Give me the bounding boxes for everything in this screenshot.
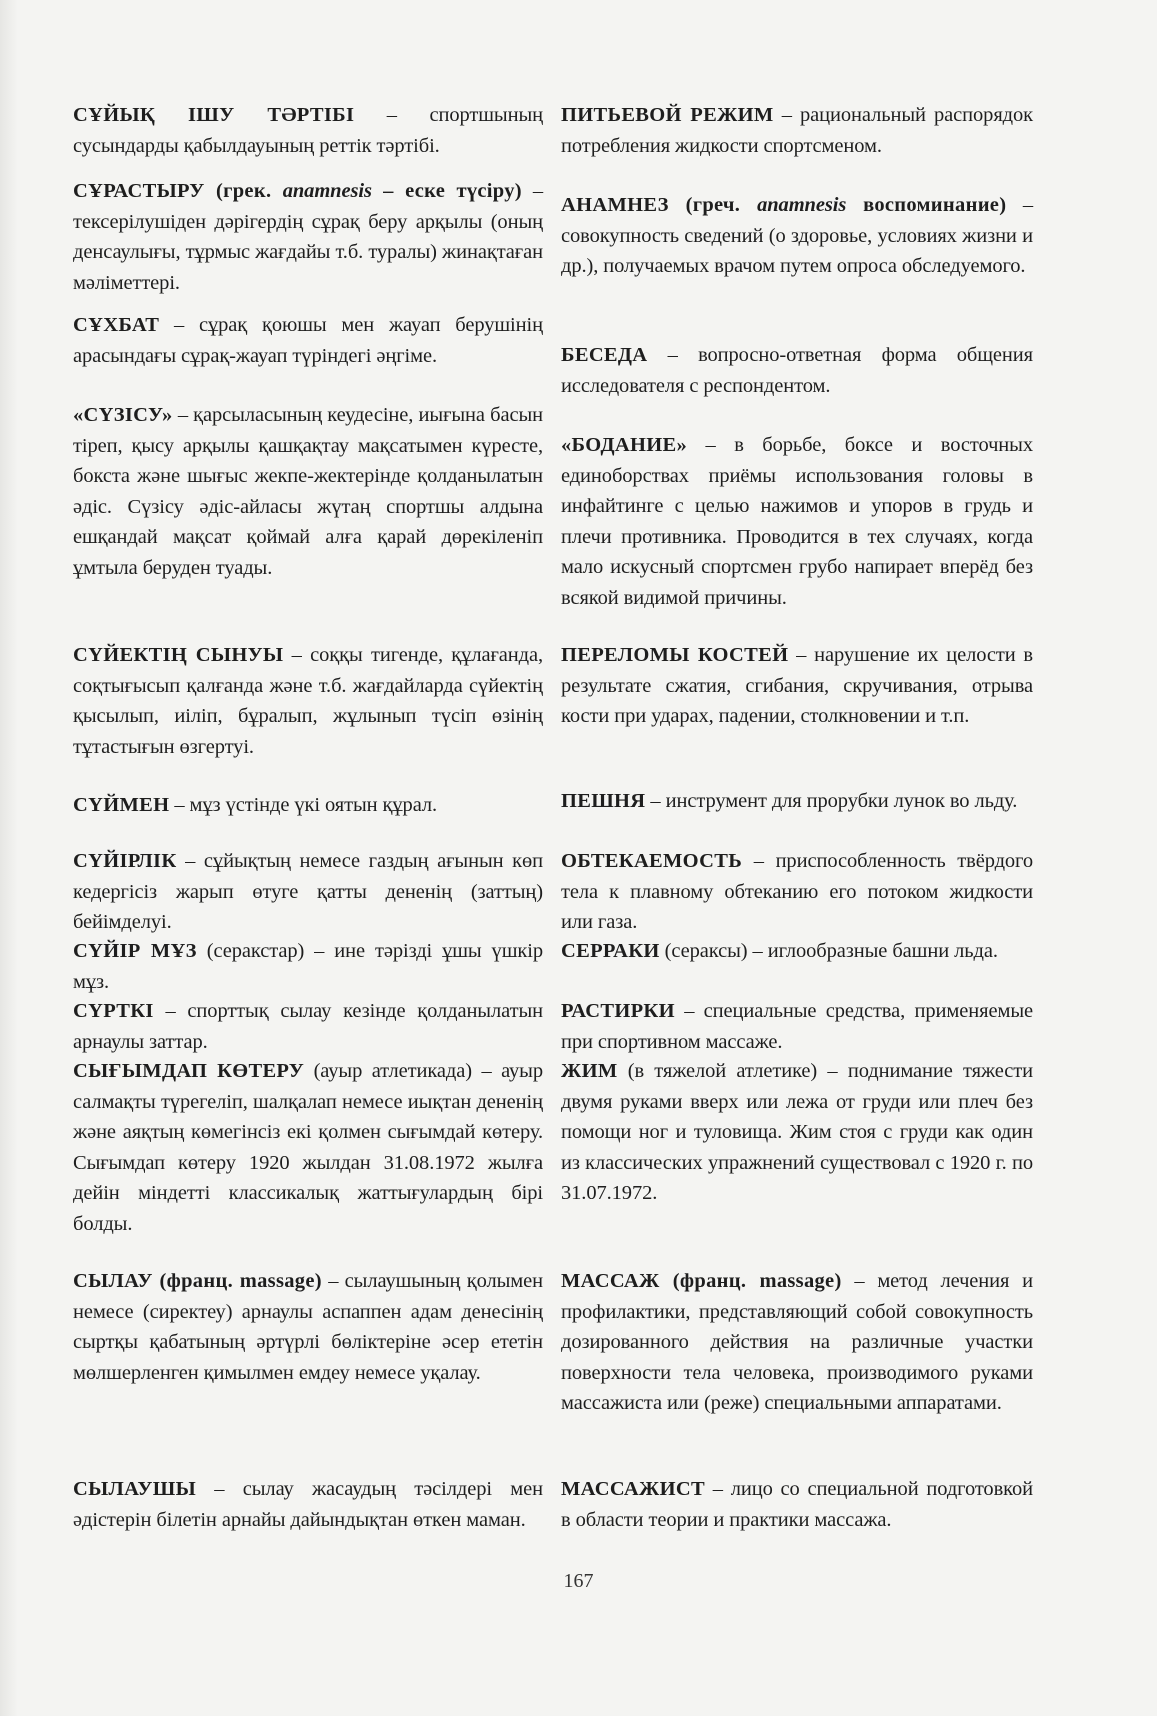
dictionary-entry — [73, 310, 543, 371]
entry-definition: – рациональный распорядок потребления жидкости спортсменом. — [561, 104, 1033, 157]
dictionary-entry — [73, 176, 543, 298]
entry-term-tail: – еске түсіру) — [371, 180, 522, 202]
entry-term: РАСТИРКИ — [561, 1000, 675, 1022]
dictionary-entry — [73, 846, 543, 938]
dictionary-entry — [561, 1056, 1033, 1209]
entry-definition: (серакстар) – ине тәрізді ұшы үшкір мұз. — [73, 940, 543, 993]
entry-term: ПЕШНЯ — [561, 790, 646, 812]
dictionary-entry — [73, 400, 543, 583]
entry-definition: – совокупность сведений (о здоровье, условиях жизни и др.), получаемых врачом путем опроса обследуемого. — [561, 194, 1033, 277]
entry-term-tail: воспоминание) — [846, 194, 1007, 216]
entry-term: СҮРТКІ — [73, 1000, 154, 1022]
dictionary-entry — [561, 996, 1033, 1057]
entry-definition: – специальные средства, применяемые при спортивном массаже. — [561, 1000, 1033, 1053]
entry-gloss: anamnesis — [757, 194, 847, 216]
entry-term: ОБТЕКАЕМОСТЬ — [561, 850, 743, 872]
entry-term: «БОДАНИЕ» — [561, 434, 688, 456]
entry-definition: (в тяжелой атлетике) – поднимание тяжести двумя руками вверх или лежа от груди или плеч без помощи ног и туловища. Жим стоя с груди как один из классических упражнений существовал с 1920 г. по 31.07.1972. — [561, 1060, 1033, 1204]
entry-definition: – сылаушының қолымен немесе (сиректеу) арнаулы аспаппен адам денесінің сыртқы қабатының әртүрлі бөліктеріне әсер ететін мөлшерленген қимылмен емдеу немесе уқалау. — [73, 1270, 543, 1384]
entry-term: «СҮЗІСУ» — [73, 404, 173, 426]
entry-term: ПЕРЕЛОМЫ КОСТЕЙ — [561, 644, 789, 666]
entry-definition: – соққы тигенде, құлағанда, соқтығысып қалғанда және т.б. жағдайларда сүйектің қысылып, иіліп, бұралып, жұлынып түсіп өзінің тұтастығын өзгертуі. — [73, 644, 543, 758]
entry-gloss: anamnesis — [282, 180, 372, 202]
entry-term: СЫЛАУ (франц. massage) — [73, 1270, 322, 1292]
entry-term: МАССАЖИСТ — [561, 1478, 705, 1500]
dictionary-entry — [561, 936, 1033, 967]
entry-definition: – спортшының сусындарды қабылдауының реттік тәртібі. — [73, 104, 543, 157]
entry-term: МАССАЖ (франц. massage) — [561, 1270, 842, 1292]
entry-definition: – метод лечения и профилактики, представляющий собой совокупность дозированного действия на различные участки поверхности тела человека, производимого руками массажиста или (реже) специальными аппаратами. — [561, 1270, 1034, 1414]
page-number: 167 — [563, 1570, 594, 1592]
entry-definition: – мұз үстінде үкі оятын құрал. — [169, 794, 438, 816]
dictionary-entry — [73, 1474, 543, 1535]
entry-definition: – қарсыласының кеудесіне, иығына басын тіреп, қысу арқылы қашқақтау мақсатымен күресте, бокста және шығыс жекпе-жектерінде қолданылатын әдіс. Сүзісу әдіс-айласы жүтаң спортшы алдына ешқандай мақсат қоймай алға қарай дөрекіленіп ұмтыла беруден туады. — [73, 404, 543, 579]
entry-term: СҮЙЕКТІҢ СЫНУЫ — [73, 644, 284, 666]
entry-term: АНАМНЕЗ (греч. — [561, 194, 758, 216]
entry-definition: – лицо со специальной подготовкой в области теории и практики массажа. — [561, 1478, 1033, 1531]
dictionary-entry — [73, 996, 543, 1057]
entry-term: СЫЛАУШЫ — [73, 1478, 196, 1500]
dictionary-entry — [73, 1056, 543, 1239]
entry-term: СҰЙЫҚ ІШУ ТӘРТІБІ — [73, 104, 355, 126]
entry-definition: (сераксы) – иглообразные башни льда. — [659, 940, 998, 962]
entry-definition: – нарушение их целости в результате сжатия, сгибания, скручивания, отрыва кости при ударах, падении, столкновении и т.п. — [561, 644, 1034, 727]
entry-term: ЖИМ — [561, 1060, 618, 1082]
dictionary-entry — [561, 190, 1033, 282]
entry-definition: – приспособленность твёрдого тела к плавному обтеканию его потоком жидкости или газа. — [561, 850, 1033, 933]
dictionary-entry — [73, 936, 543, 997]
dictionary-entry — [73, 100, 543, 161]
entry-term: СҮЙМЕН — [73, 794, 170, 816]
entry-definition: – вопросно-ответная форма общения исследователя с респондентом. — [561, 344, 1033, 397]
entry-definition: – инструмент для прорубки лунок во льду. — [645, 790, 1018, 812]
entry-definition: (ауыр атлетикада) – ауыр салмақты түрегеліп, шалқалап немесе иықтан дененің және аяқтың көмегінсіз екі қолмен сығымдай көтеру. Сығымдап көтеру 1920 жылдан 31.08.1972 жылға дейін міндетті классикалық жаттығулардың бірі болды. — [73, 1060, 543, 1235]
dictionary-entry — [561, 100, 1033, 161]
dictionary-entry — [561, 640, 1033, 732]
dictionary-entry — [561, 430, 1033, 613]
dictionary-entry — [561, 340, 1033, 401]
dictionary-entry — [561, 846, 1033, 938]
dictionary-entry — [73, 1266, 543, 1388]
entry-term: СҰРАСТЫРУ (грек. — [73, 180, 283, 202]
entry-term: СЕРРАКИ — [561, 940, 660, 962]
dictionary-entry — [561, 1266, 1033, 1419]
dictionary-entry — [561, 786, 1033, 817]
dictionary-entry — [561, 1474, 1033, 1535]
entry-term: СЫҒЫМДАП КӨТЕРУ — [73, 1060, 305, 1082]
page-edge-shadow — [0, 0, 18, 1716]
dictionary-entry — [73, 640, 543, 762]
entry-definition: – спорттық сылау кезінде қолданылатын арнаулы заттар. — [73, 1000, 543, 1053]
entry-definition: – тексерілушіден дәрігердің сұрақ беру арқылы (оның денсаулығы, тұрмыс жағдайы т.б. туралы) жинақтаған мәліметтері. — [73, 180, 543, 294]
entry-definition: – сұрақ қоюшы мен жауап берушінің арасындағы сұрақ-жауап түріндегі әңгіме. — [73, 314, 543, 367]
entry-definition: – сылау жасаудың тәсілдері мен әдістерін білетін арнайы дайындықтан өткен маман. — [73, 1478, 543, 1531]
entry-definition: – в борьбе, боксе и восточных единоборствах приёмы использования головы в инфайтинге с целью нажимов и упоров в грудь и плечи противника. Проводится в тех случаях, когда мало искусный спортсмен грубо напирает вперёд без всякой видимой причины. — [561, 434, 1033, 609]
entry-term: СҰХБАТ — [73, 314, 160, 336]
entry-term: СҮЙІРЛІК — [73, 850, 177, 872]
entry-term: СҮЙІР МҰЗ — [73, 940, 197, 962]
dictionary-entry — [73, 790, 543, 821]
entry-term: ПИТЬЕВОЙ РЕЖИМ — [561, 104, 774, 126]
entry-term: БЕСЕДА — [561, 344, 648, 366]
entry-definition: – сұйықтың немесе газдың ағынын көп кедергісіз жарып өтуге қатты дененің (заттың) бейімделуі. — [73, 850, 543, 933]
